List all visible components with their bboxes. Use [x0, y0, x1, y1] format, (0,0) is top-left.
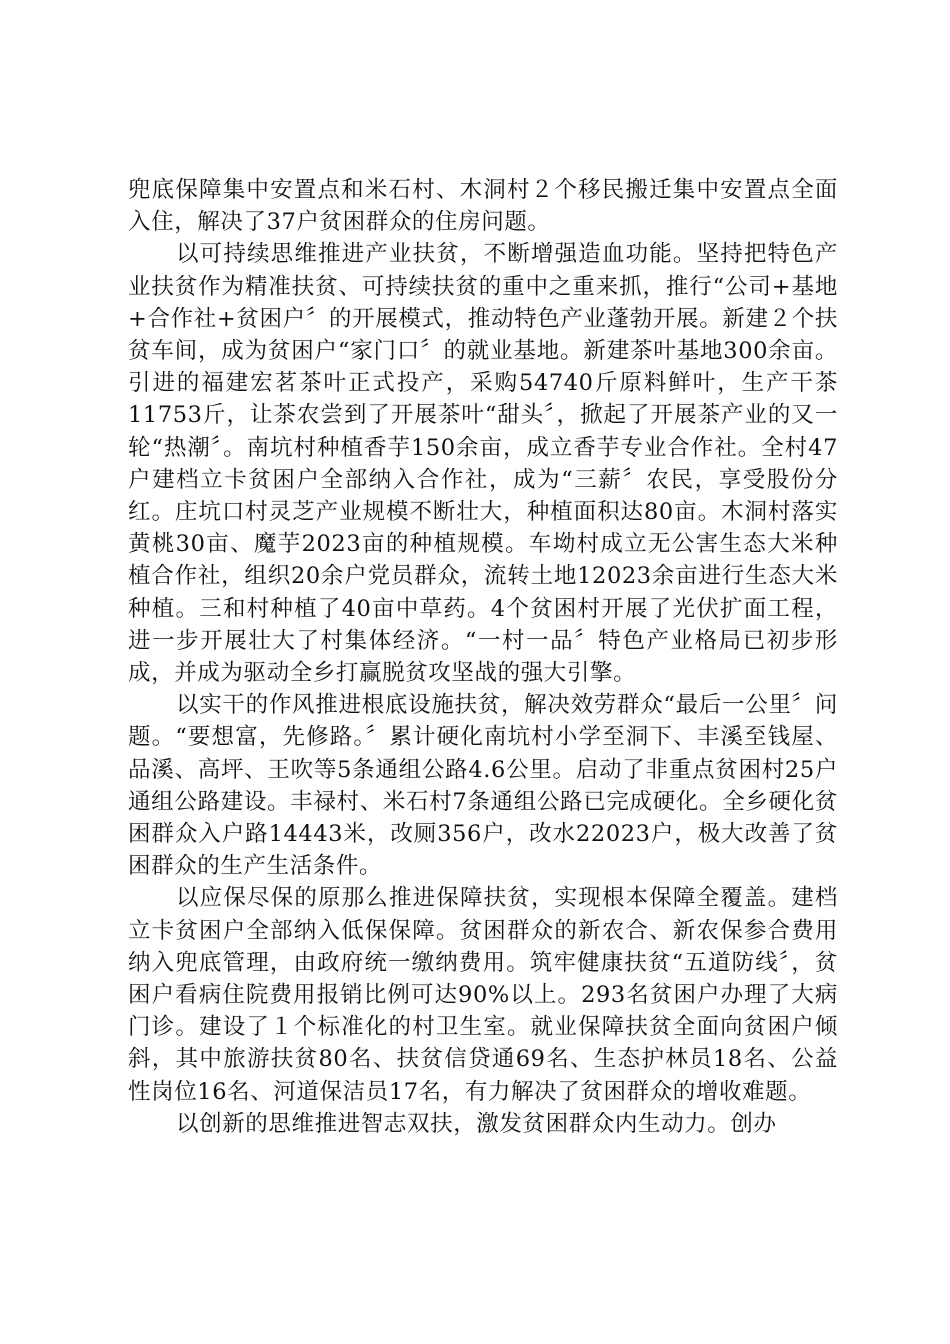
paragraph-security: 以应保尽保的原那么推进保障扶贫，实现根本保障全覆盖。建档立卡贫困户全部纳入低保保障。贫困群众的新农合、新农保参合费用纳入兜底管理，由政府统一缴纳费用。筑牢健康扶贫“五道防线〞，贫困户看病住院费用报销比例可达90%以上。293名贫困户办理了大病门诊。建设了１个标准化的村卫生室。就业保障扶贫全面向贫困户倾斜，其中旅游扶贫80名、扶贫信贷通69名、生态护林员18名、公益性岗位16名、河道保洁员17名，有力解决了贫困群众的增收难题。 — [128, 885, 838, 1105]
paragraph-infrastructure: 以实干的作风推进根底设施扶贫，解决效劳群众“最后一公里〞问题。“要想富，先修路。〞累计硬化南坑村小学至洞下、丰溪至钱屋、品溪、高坪、王吹等5条通组公路4.6公里。启动了非重点贫困村25户通组公路建设。丰禄村、米石村7条通组公路已完成硬化。全乡硬化贫困群众入户路14443米，改厕356户，改水22023户，极大改善了贫困群众的生产生活条件。 — [128, 692, 838, 880]
paragraph-housing: 兜底保障集中安置点和米石村、木洞村２个移民搬迁集中安置点全面入住，解决了37户贫困群众的住房问题。 — [128, 177, 838, 236]
paragraph-innovation: 以创新的思维推进智志双扶，激发贫困群众内生动力。创办 — [176, 1110, 777, 1137]
paragraph-industry: 以可持续思维推进产业扶贫，不断增强造血功能。坚持把特色产业扶贫作为精准扶贫、可持续扶贫的重中之重来抓，推行“公司+基地+合作社+贫困户〞的开展模式，推动特色产业蓬勃开展。新建２个扶贫车间，成为贫困户“家门口〞的就业基地。新建茶叶基地300余亩。引进的福建宏茗茶叶正式投产，采购54740斤原料鲜叶，生产干茶11753斤，让茶农尝到了开展茶叶“甜头〞，掀起了开展茶产业的又一轮“热潮〞。南坑村种植香芋150余亩，成立香芋专业合作社。全村47户建档立卡贫困户全部纳入合作社，成为“三薪〞农民，享受股份分红。庄坑口村灵芝产业规模不断壮大，种植面积达80亩。木洞村落实黄桃30亩、魔芋2023亩的种植规模。车坳村成立无公害生态大米种植合作社，组织20余户党员群众，流转土地12023余亩进行生态大米种植。三和村种植了40亩中草药。4个贫困村开展了光伏扩面工程，进一步开展壮大了村集体经济。“一村一品〞特色产业格局已初步形成，并成为驱动全乡打赢脱贫攻坚战的强大引擎。 — [128, 241, 838, 687]
document-body — [128, 174, 838, 1140]
